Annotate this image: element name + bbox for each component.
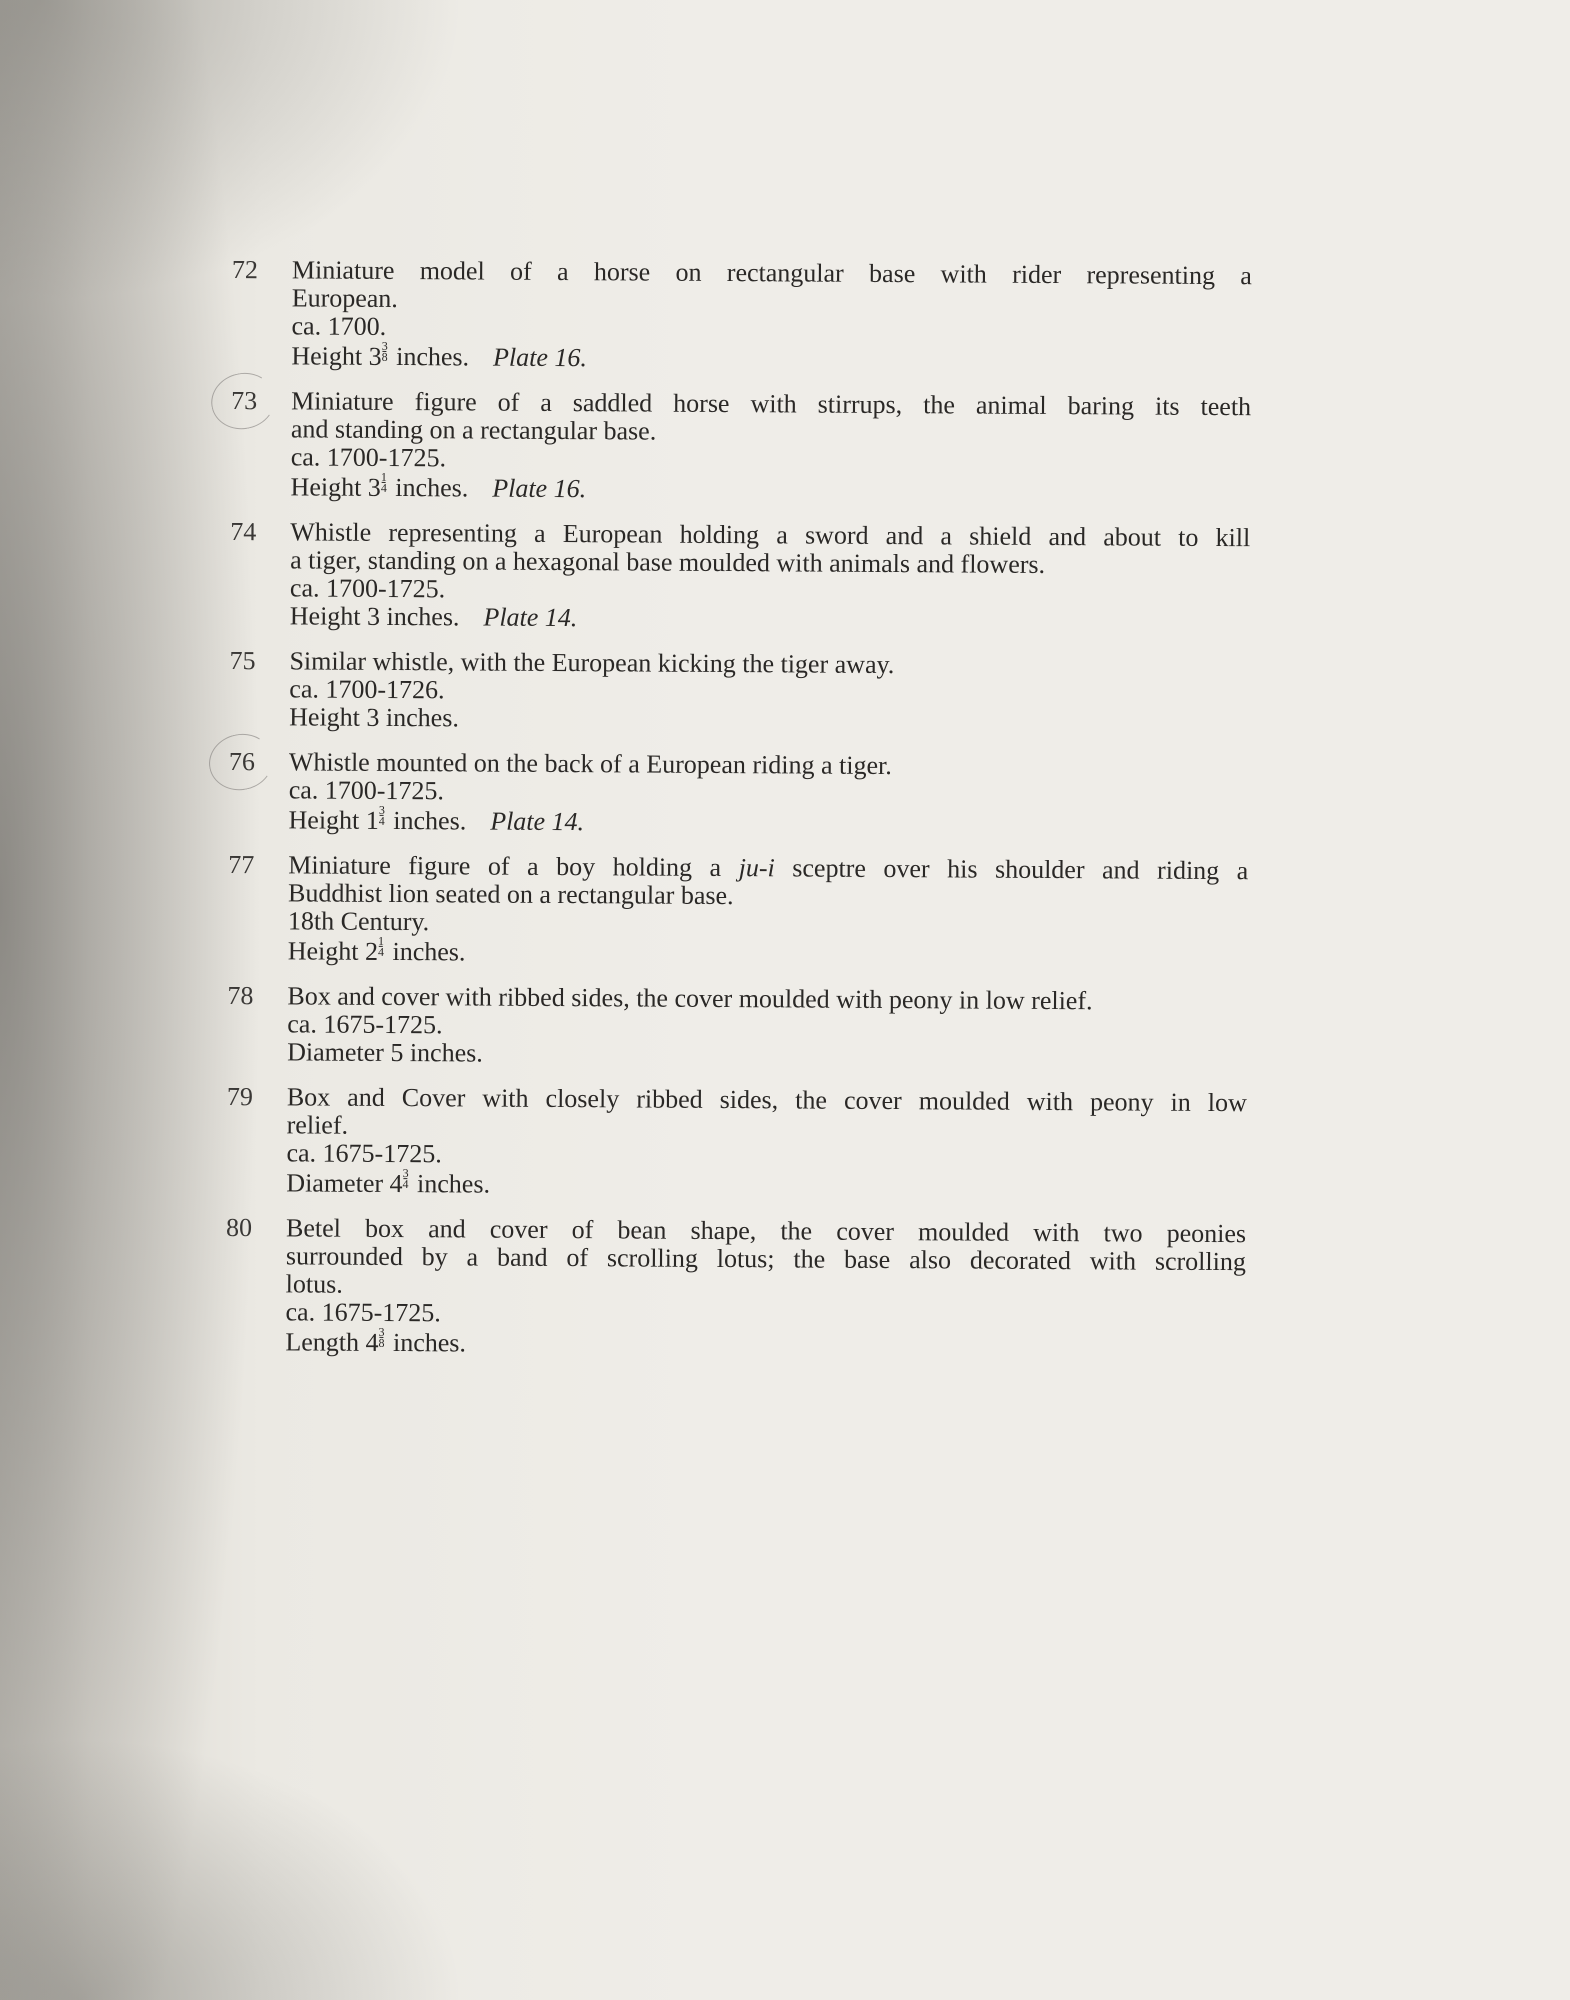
measurement-fraction <box>402 1166 409 1192</box>
entry-description-line: Miniature model of a horse on rectangular base with rider representing a <box>291 255 1252 291</box>
measurement-unit: inches. <box>409 1038 483 1068</box>
catalogue-entry <box>231 256 1252 376</box>
entry-number: 79 <box>226 1081 253 1112</box>
entry-measurement <box>289 703 1249 737</box>
measurement-unit: inches. <box>395 473 469 503</box>
entry-measurement <box>285 1326 1245 1362</box>
fraction-numerator: 3 <box>378 1324 385 1339</box>
measurement-unit: inches. <box>416 1169 491 1199</box>
description-text: sceptre over his shoulder and riding a <box>774 853 1249 886</box>
measurement-value: 5 <box>390 1037 404 1068</box>
entry-measurement <box>291 471 1251 507</box>
plate-reference: Plate 16. <box>492 473 587 504</box>
measurement-unit: inches. <box>393 805 467 836</box>
fraction-denominator: 4 <box>380 480 387 495</box>
measurement-value: 4 <box>389 1168 403 1199</box>
entry-date: ca. 1675-1725. <box>285 1297 441 1328</box>
catalogue-entry <box>225 1214 1246 1362</box>
entry-number: 72 <box>231 255 259 285</box>
measurement-unit: inches. <box>396 342 470 372</box>
measurement-label: Diameter <box>286 1168 384 1198</box>
fraction-numerator: 1 <box>380 469 387 484</box>
measurement-label: Height <box>288 805 360 835</box>
catalogue-entry <box>226 1083 1247 1203</box>
entry-description-line: Similar whistle, with the European kicking the tiger away. <box>289 646 895 680</box>
entry-description-line: lotus. <box>285 1269 343 1299</box>
measurement-value: 3 <box>366 702 380 732</box>
entry-measurement <box>290 602 1250 636</box>
measurement-unit: inches. <box>385 702 459 733</box>
measurement-fraction <box>378 802 385 828</box>
measurement-fraction <box>377 933 385 959</box>
measurement-label: Height <box>289 601 361 631</box>
description-italic-term: ju-i <box>738 853 775 883</box>
catalogue-entry <box>227 982 1247 1072</box>
entry-measurement <box>288 935 1248 971</box>
entry-number: 80 <box>225 1212 253 1243</box>
measurement-fraction <box>380 469 387 495</box>
entry-date: ca. 1675-1725. <box>287 1009 443 1040</box>
entry-date: ca. 1700-1725. <box>289 573 446 604</box>
entry-description-line: relief. <box>286 1110 349 1140</box>
fraction-denominator: 8 <box>378 1335 385 1350</box>
entry-number: 75 <box>229 645 256 676</box>
entry-measurement <box>286 1167 1246 1203</box>
entry-description-line: Whistle mounted on the back of a European riding a tiger. <box>288 747 892 781</box>
measurement-unit: inches. <box>392 936 466 967</box>
entry-number: 74 <box>230 516 257 547</box>
entry-date: ca. 1675-1725. <box>286 1138 442 1169</box>
catalogue-list <box>225 256 1252 1379</box>
description-text: Miniature figure of a boy holding a <box>288 850 739 883</box>
measurement-value: 3 <box>366 601 381 631</box>
catalogue-entry <box>231 387 1252 507</box>
plate-reference: Plate 14. <box>483 602 578 633</box>
entry-description-line: a tiger, standing on a hexagonal base moulded with animals and flowers. <box>290 545 1046 579</box>
measurement-value: 2 <box>364 936 379 966</box>
entry-description-line: Whistle representing a European holding a sword and a shield and about to kill <box>290 517 1251 553</box>
fraction-numerator: 3 <box>378 802 385 817</box>
fraction-numerator: 1 <box>378 933 385 948</box>
entry-description-line: Box and cover with ribbed sides, the cover moulded with peony in low relief. <box>287 981 1093 1016</box>
fraction-denominator: 4 <box>378 813 385 828</box>
measurement-value: 3 <box>367 472 381 502</box>
entry-measurement <box>291 340 1251 376</box>
entry-description-line: Miniature figure of a saddled horse with stirrups, the animal baring its teeth <box>291 386 1252 422</box>
entry-number: 76 <box>229 748 273 776</box>
entry-description-line: Buddhist lion seated on a rectangular base. <box>288 878 734 911</box>
measurement-fraction <box>378 1324 385 1350</box>
entry-date: 18th Century. <box>287 906 430 937</box>
entry-description-line: and standing on a rectangular base. <box>290 414 657 446</box>
fraction-denominator: 4 <box>402 1177 409 1192</box>
measurement-label: Height <box>291 341 363 371</box>
measurement-label: Diameter <box>287 1037 384 1067</box>
entry-date: ca. 1700. <box>291 311 387 341</box>
measurement-value: 1 <box>365 805 379 835</box>
catalogue-entry <box>229 647 1249 737</box>
measurement-value: 4 <box>365 1327 379 1357</box>
measurement-value: 3 <box>368 341 382 371</box>
fraction-denominator: 4 <box>377 944 385 959</box>
measurement-label: Height <box>290 472 362 502</box>
entry-date: ca. 1700-1725. <box>290 442 447 473</box>
entry-date: ca. 1700-1725. <box>288 775 445 806</box>
entry-description-line: Betel box and cover of bean shape, the cover moulded with two peonies <box>285 1213 1247 1249</box>
measurement-unit: inches. <box>386 601 460 632</box>
entry-number: 78 <box>227 980 254 1011</box>
catalogue-entry <box>228 748 1249 840</box>
plate-reference: Plate 14. <box>490 806 585 837</box>
measurement-unit: inches. <box>392 1328 467 1358</box>
plate-reference: Plate 16. <box>492 342 588 373</box>
measurement-label: Height <box>287 936 359 966</box>
measurement-label: Height <box>289 702 361 732</box>
fraction-numerator: 3 <box>381 338 388 353</box>
entry-description-line: European. <box>291 283 398 314</box>
entry-date: ca. 1700-1726. <box>289 674 445 705</box>
catalogue-entry <box>228 851 1249 971</box>
fraction-denominator: 8 <box>381 349 388 364</box>
entry-number: 73 <box>231 387 275 415</box>
entry-description-line: Box and Cover with closely ribbed sides, the cover moulded with peony in low <box>286 1082 1247 1118</box>
entry-number: 77 <box>228 849 255 880</box>
measurement-label: Length <box>285 1327 360 1357</box>
entry-description-line: surrounded by a band of scrolling lotus; the base also decorated with scrolling <box>285 1241 1246 1277</box>
entry-measurement <box>288 804 1248 840</box>
measurement-fraction <box>381 338 388 364</box>
entry-measurement <box>287 1038 1247 1072</box>
catalogue-entry <box>230 518 1251 636</box>
fraction-numerator: 3 <box>402 1166 409 1181</box>
